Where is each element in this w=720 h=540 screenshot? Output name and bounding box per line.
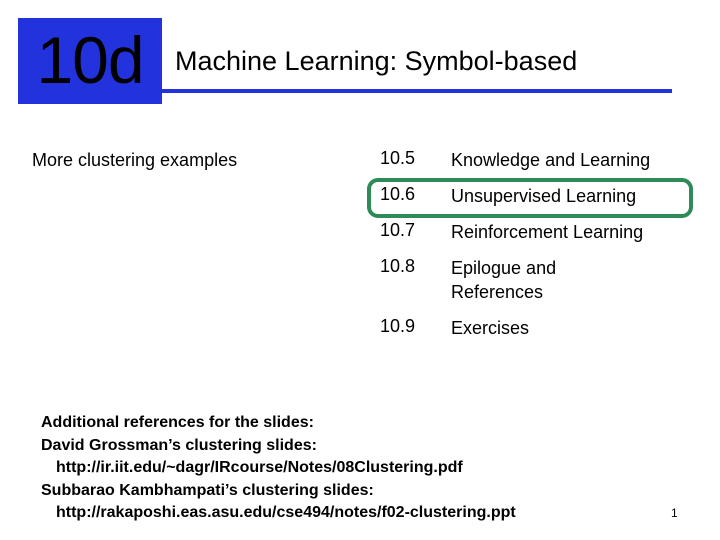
references-heading: Additional references for the slides: <box>41 414 314 431</box>
section-label: Exercises <box>451 318 530 338</box>
reference-author: Subbarao Kambhampati’s clustering slides: <box>41 481 374 499</box>
section-number: 10.7 <box>380 220 416 240</box>
reference-author: David Grossman’s clustering slides: <box>41 436 317 454</box>
page-number: 1 <box>671 506 678 520</box>
chapter-number: 10d <box>36 23 144 97</box>
section-number: 10.8 <box>380 256 416 276</box>
section-number: 10.5 <box>380 148 416 168</box>
reference-url[interactable]: http://ir.iit.edu/~dagr/IRcourse/Notes/08Clustering.pdf <box>56 459 463 476</box>
reference-url[interactable]: http://rakaposhi.eas.asu.edu/cse494/notes/f02-clustering.ppt <box>56 504 516 521</box>
section-label: Reinforcement Learning <box>451 222 644 242</box>
slide-title: Machine Learning: Symbol-based <box>175 46 578 76</box>
section-number: 10.9 <box>380 316 416 336</box>
section-number: 10.6 <box>380 184 416 204</box>
slide-subtitle: More clustering examples <box>32 150 238 170</box>
references-block <box>41 412 516 525</box>
section-label: Epilogue and References <box>451 258 557 302</box>
section-label: Knowledge and Learning <box>451 150 651 170</box>
section-label: Unsupervised Learning <box>451 186 637 206</box>
highlight-outline <box>367 178 693 218</box>
